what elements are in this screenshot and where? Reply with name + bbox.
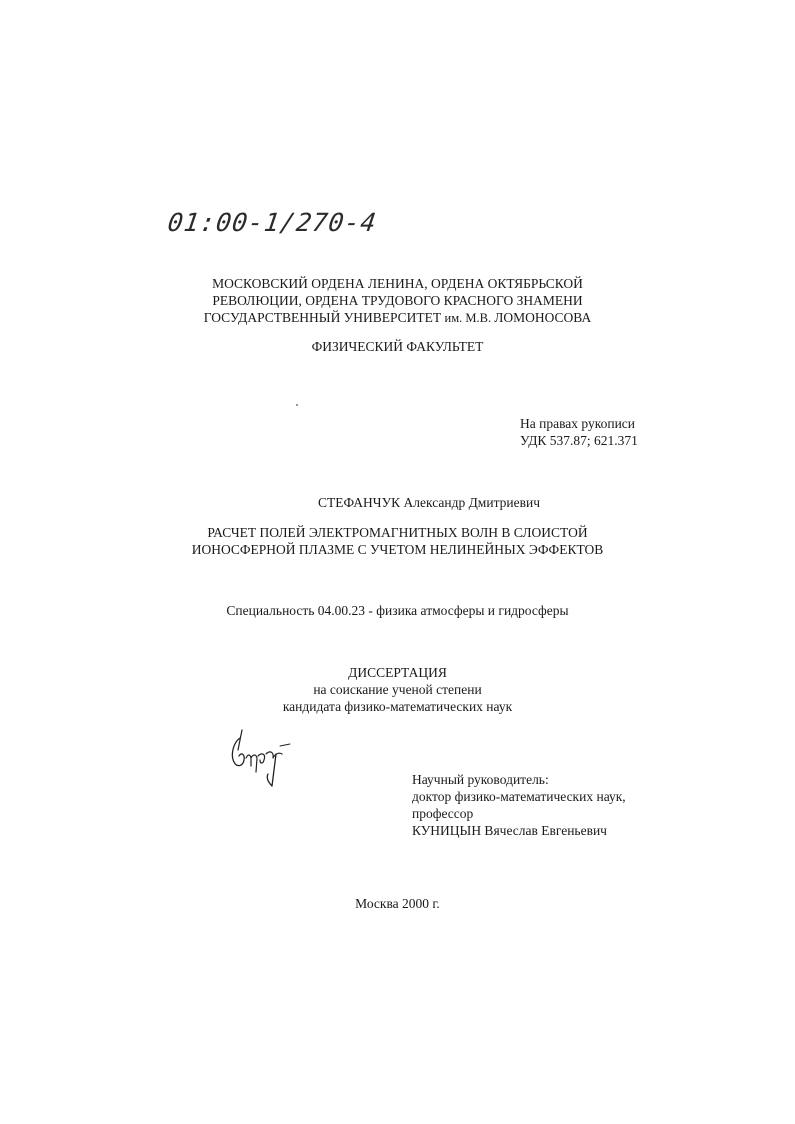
specialty: Специальность 04.00.23 - физика атмосферы и гидросферы — [226, 603, 569, 618]
title-line-2: ИОНОСФЕРНОЙ ПЛАЗМЕ С УЧЕТОМ НЕЛИНЕЙНЫХ ЭФФЕКТОВ — [191, 542, 604, 557]
university-line-3 — [0, 309, 795, 327]
scan-speck — [296, 404, 298, 406]
author-name: СТЕФАНЧУК Александр Дмитриевич — [318, 495, 540, 510]
dissertation-title — [0, 524, 795, 558]
thesis-block — [0, 664, 795, 715]
udc-code: УДК 537.87; 621.371 — [520, 433, 638, 448]
university-line-3-b: им. М.В. — [444, 311, 495, 325]
supervisor-name: КУНИЦЫН Вячеслав Евгеньевич — [412, 823, 607, 838]
university-line-1: МОСКОВСКИЙ ОРДЕНА ЛЕНИНА, ОРДЕНА ОКТЯБРЬСКОЙ — [212, 276, 583, 291]
supervisor-block — [412, 771, 626, 839]
title-line-1: РАСЧЕТ ПОЛЕЙ ЭЛЕКТРОМАГНИТНЫХ ВОЛН В СЛОИСТОЙ — [207, 525, 588, 540]
supervisor-degree: доктор физико-математических наук, — [412, 789, 626, 804]
archive-code: 01:00-1/270-4 — [165, 208, 379, 237]
thesis-line-2: кандидата физико-математических наук — [282, 699, 513, 714]
supervisor-label: Научный руководитель: — [412, 772, 549, 787]
thesis-heading: ДИССЕРТАЦИЯ — [348, 665, 447, 680]
university-line-2: РЕВОЛЮЦИИ, ОРДЕНА ТРУДОВОГО КРАСНОГО ЗНАМЕНИ — [212, 293, 583, 308]
faculty: ФИЗИЧЕСКИЙ ФАКУЛЬТЕТ — [311, 339, 484, 354]
university-line-3-c: ЛОМОНОСОВА — [494, 310, 592, 325]
manuscript-block — [520, 415, 638, 449]
city-year: Москва 2000 г. — [355, 896, 440, 911]
thesis-line-1: на соискание ученой степени — [313, 682, 482, 697]
university-name — [0, 275, 795, 327]
author-signature — [228, 728, 292, 788]
supervisor-rank: профессор — [412, 806, 474, 821]
manuscript-rights: На правах рукописи — [520, 416, 636, 431]
university-line-3-a: ГОСУДАРСТВЕННЫЙ УНИВЕРСИТЕТ — [203, 310, 445, 325]
